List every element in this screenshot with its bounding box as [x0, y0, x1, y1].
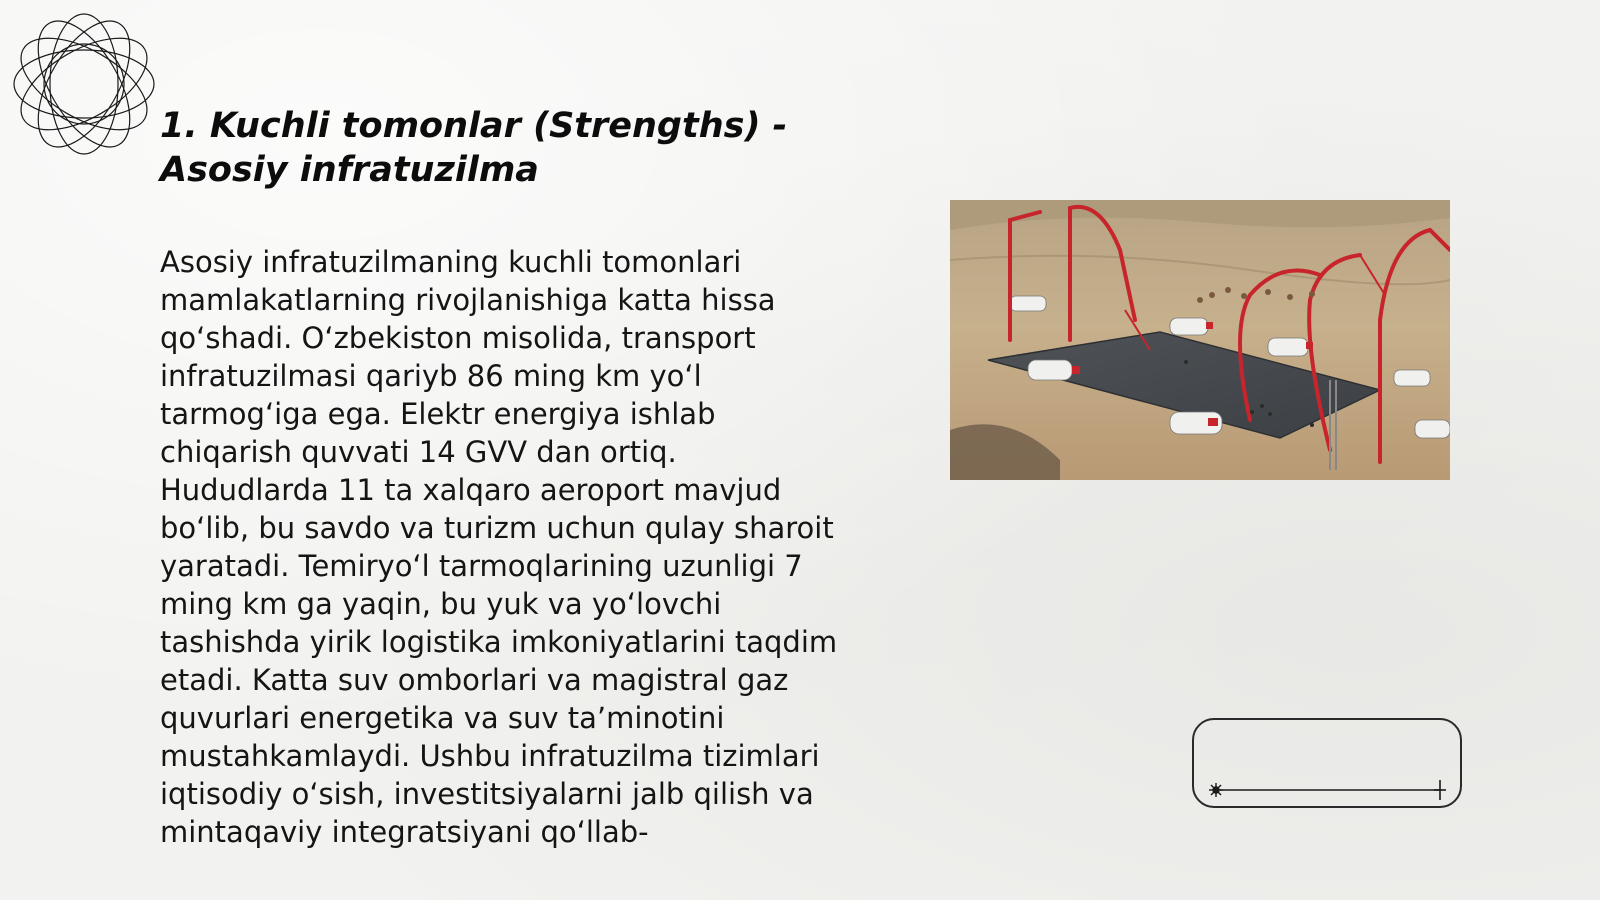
- body-paragraph: Asosiy infratuzilmaning kuchli tomonlari mamlakatlarning rivojlanishiga katta hissa qo‘shadi. O‘zbekiston misolida, transport infratuzilmasi qariyb 86 ming km yo‘l tarmog‘iga ega. Elektr energiya ishlab chiqarish quvvati 14 GVV dan ortiq. Hududlarda 11 ta xalqaro aeroport mavjud bo‘lib, bu savdo va turizm uchun qulay sharoit yaratadi. Temiryo‘l tarmoqlarining uzunligi 7 ming km ga yaqin, bu yuk va yo‘lovchi tashishda yirik logistika imkoniyatlarini taqdim etadi. Katta suv omborlari va magistral gaz quvurlari energetika va suv ta’minotini mustahkamlaydi. Ushbu infratuzilma tizimlari iqtisodiy o‘sish, investitsiyalarni jalb qilish va mintaqaviy integratsiyani qo‘llab-: [160, 245, 838, 849]
- orbit-rings-icon: [8, 8, 160, 160]
- construction-site-photo: [950, 200, 1450, 480]
- timeline-card-icon: [1192, 718, 1462, 808]
- slide-title: 1. Kuchli tomonlar (Strengths) - Asosiy infratuzilma: [160, 106, 788, 190]
